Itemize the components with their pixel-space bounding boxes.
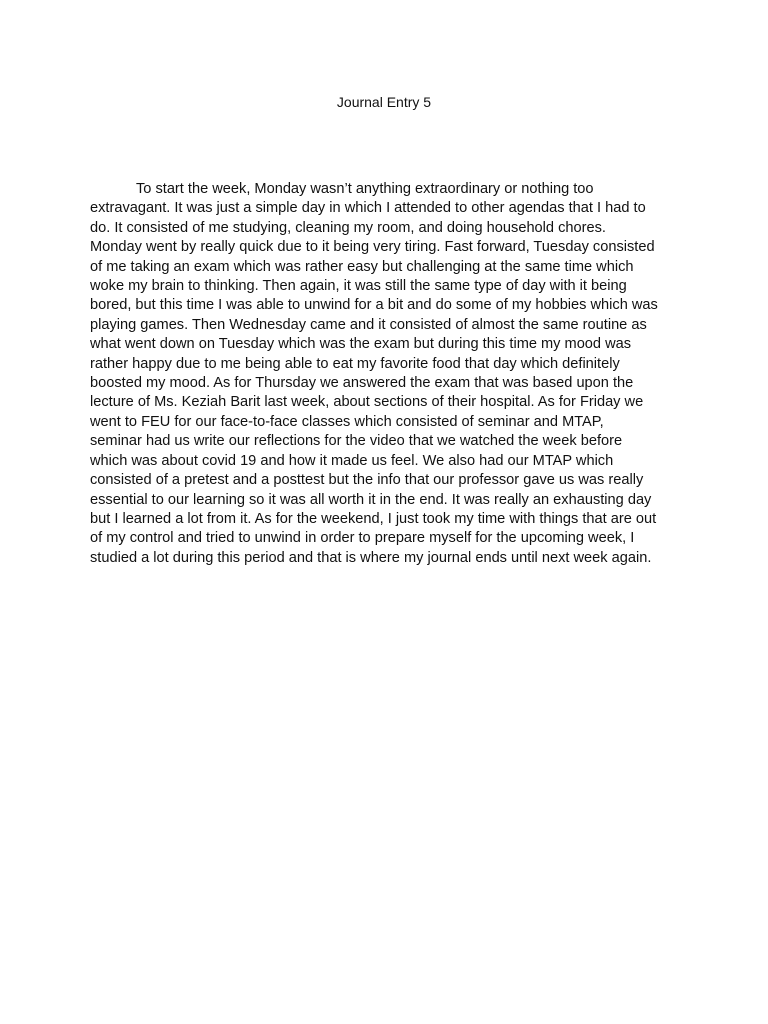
journal-paragraph	[90, 180, 680, 568]
paragraph-line: of me taking an exam which was rather easy but challenging at the same time which	[90, 258, 634, 275]
paragraph-line: lecture of Ms. Keziah Barit last week, about sections of their hospital. As for Friday we	[90, 394, 644, 411]
paragraph-line: bored, but this time I was able to unwind for a bit and do some of my hobbies which was	[90, 297, 658, 314]
document-title: Journal Entry 5	[336, 94, 432, 110]
paragraph-line: consisted of a pretest and a posttest but the info that our professor gave us was really	[90, 472, 644, 489]
paragraph-line: extravagant. It was just a simple day in which I attended to other agendas that I had to	[90, 200, 646, 217]
paragraph-line: essential to our learning so it was all worth it in the end. It was really an exhausting day	[90, 491, 652, 508]
paragraph-line: of my control and tried to unwind in order to prepare myself for the upcoming week, I	[90, 530, 635, 547]
paragraph-line: went to FEU for our face-to-face classes which consisted of seminar and MTAP,	[90, 413, 604, 430]
paragraph-line: studied a lot during this period and that is where my journal ends until next week again.	[90, 549, 652, 566]
paragraph-line: seminar had us write our reflections for the video that we watched the week before	[90, 433, 623, 450]
paragraph-line: what went down on Tuesday which was the exam but during this time my mood was	[90, 336, 632, 353]
paragraph-line: playing games. Then Wednesday came and it consisted of almost the same routine as	[90, 316, 647, 333]
paragraph-line: do. It consisted of me studying, cleaning my room, and doing household chores.	[90, 219, 606, 236]
paragraph-line: Monday went by really quick due to it being very tiring. Fast forward, Tuesday consisted	[90, 239, 655, 256]
paragraph-line: which was about covid 19 and how it made us feel. We also had our MTAP which	[90, 452, 614, 469]
paragraph-line: To start the week, Monday wasn’t anything extraordinary or nothing too	[136, 181, 594, 197]
paragraph-line: but I learned a lot from it. As for the weekend, I just took my time with things that are out	[90, 510, 657, 527]
paragraph-line: rather happy due to me being able to eat my favorite food that day which definitely	[90, 355, 620, 372]
paragraph-line: woke my brain to thinking. Then again, it was still the same type of day with it being	[90, 278, 627, 295]
paragraph-line: boosted my mood. As for Thursday we answered the exam that was based upon the	[90, 375, 634, 392]
